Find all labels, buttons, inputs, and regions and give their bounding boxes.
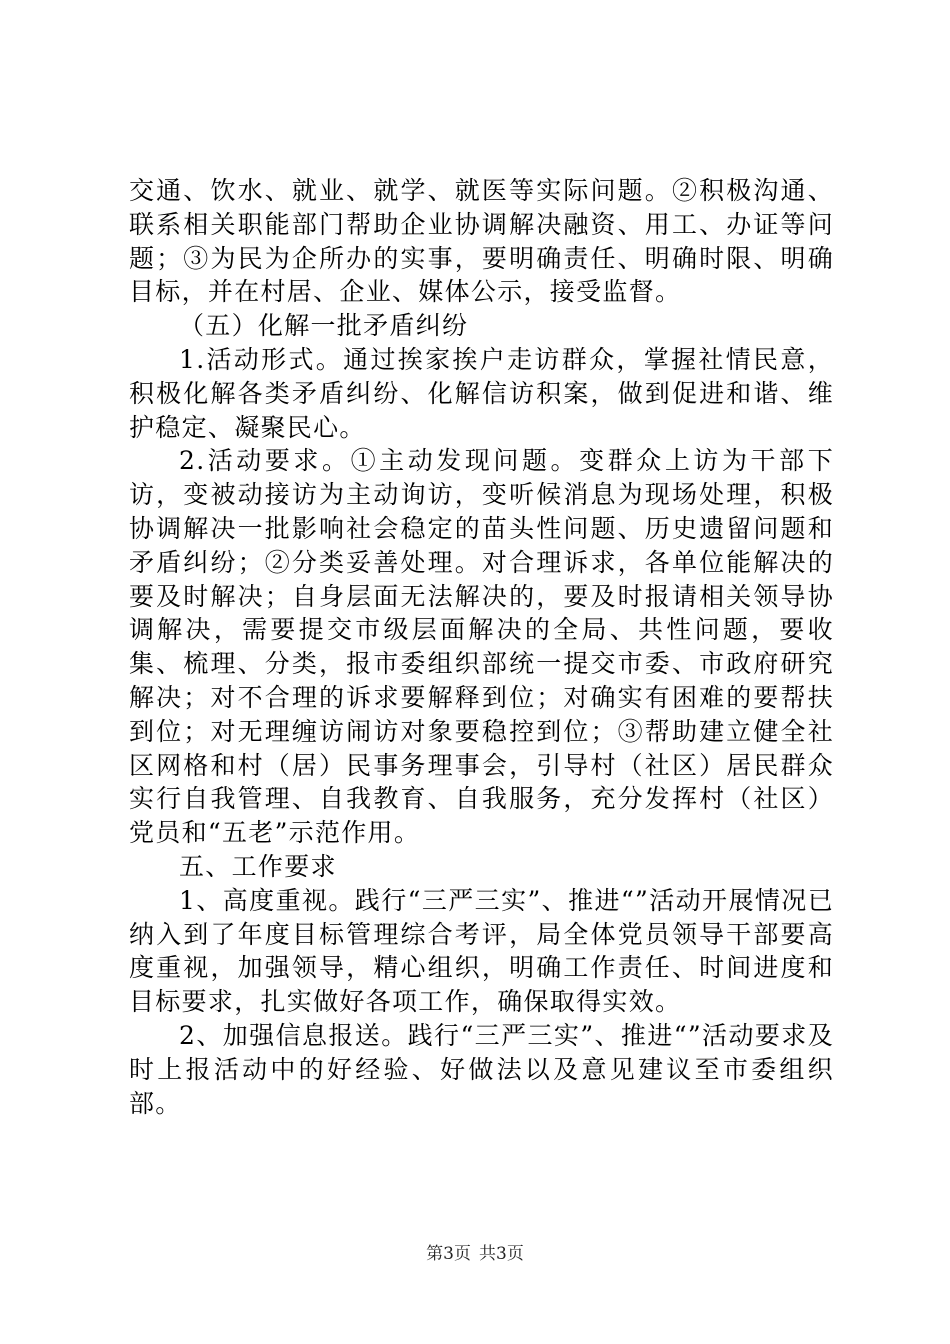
document-body (129, 174, 834, 1120)
paragraph-info-reporting: 2、加强信息报送。践行“三严三实”、推进“”活动要求及时上报活动中的好经验、好做法以及意见建议至市委组织部。 (129, 1020, 834, 1118)
section-heading-work-requirements: 五、工作要求 (179, 851, 337, 881)
paragraph-high-attention: 1、高度重视。践行“三严三实”、推进“”活动开展情况已纳入到了年度目标管理综合考评，局全体党员领导干部要高度重视，加强领导，精心组织，明确工作责任、时间进度和目标要求，扎实做好各项工作，确保取得实效。 (129, 885, 834, 1017)
paragraph-activity-form: 1.活动形式。通过挨家挨户走访群众，掌握社情民意，积极化解各类矛盾纠纷、化解信访积案，做到促进和谐、维护稳定、凝聚民心。 (129, 344, 834, 442)
paragraph-activity-requirements: 2.活动要求。①主动发现问题。变群众上访为干部下访，变被动接访为主动询访，变听候消息为现场处理，积极协调解决一批影响社会稳定的苗头性问题、历史遗留问题和矛盾纠纷；②分类妥善处理。对合理诉求，各单位能解决的要及时解决；自身层面无法解决的，要及时报请相关领导协调解决，需要提交市级层面解决的全局、共性问题，要收集、梳理、分类，报市委组织部统一提交市委、市政府研究解决；对不合理的诉求要解释到位；对确实有困难的要帮扶到位；对无理缠访闹访对象要稳控到位；③帮助建立健全社区网格和村（居）民事务理事会，引导村（社区）居民群众实行自我管理、自我教育、自我服务，充分发挥村（社区）党员和“五老”示范作用。 (129, 446, 834, 848)
page-number: 第3页 (426, 1244, 471, 1264)
page-footer (0, 1242, 950, 1266)
section-heading-resolve-disputes: （五）化解一批矛盾纠纷 (179, 311, 469, 341)
paragraph-continuation: 交通、饮水、就业、就学、就医等实际问题。②积极沟通、联系相关职能部门帮助企业协调解决融资、用工、办证等问题；③为民为企所办的实事，要明确责任、明确时限、明确目标，并在村居、企业、媒体公示，接受监督。 (129, 176, 834, 307)
page-total: 共3页 (479, 1244, 524, 1264)
